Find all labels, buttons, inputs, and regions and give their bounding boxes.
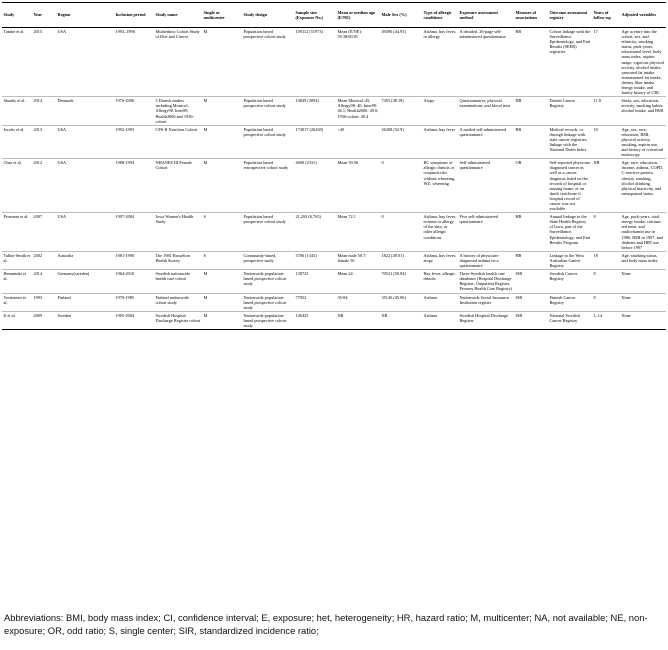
table-cell: 35-84 [336, 293, 380, 311]
table-cell: Age at entry into the cohort, sex, and ethnicity, smoking status, pack-years, educational level, body mass index, aspirin usage, vigorous physical activity, alcohol intake, saturated fat intake, nonsaturated fat intake, dietary fiber intake, energy intake, and family history of CRC [620, 28, 666, 97]
table-cell: M [202, 159, 242, 213]
table-cell: 7455 (48.18) [380, 97, 422, 125]
table-cell: S [202, 213, 242, 252]
table-cell: M [202, 97, 242, 125]
table-cell: Danish Cancer Registry [548, 97, 592, 125]
table-cell: HR [514, 97, 548, 125]
table-cell: NR [336, 311, 380, 329]
table-cell: 4600 (2331) [294, 159, 336, 213]
table-cell: Sweden [56, 311, 114, 329]
table-cell: 1992-1993 [114, 125, 154, 159]
column-header: Type of allergic conditions [422, 3, 458, 28]
table-cell: M [202, 293, 242, 311]
table-cell: SIR [514, 270, 548, 293]
column-header: Sample size (Exposure No.) [294, 3, 336, 28]
table-cell: 2007 [32, 213, 56, 252]
column-header: Study name [154, 3, 202, 28]
table-cell: 174917 (26238) [294, 125, 336, 159]
table-cell: HR [514, 213, 548, 252]
column-header: Adjusted variables [620, 3, 666, 28]
table-cell: Swedish Cancer Registry [548, 270, 592, 293]
table-row [2, 213, 666, 252]
table-cell: Asthma, hay fever [422, 125, 458, 159]
table-cell: Finland [56, 293, 114, 311]
study-characteristics-table [2, 2, 666, 330]
table-cell: Age, pack-years, total energy intake, calcium, red meat, and multivitamin use in 1986, BMI in 1997, and diabetes and HRT use before 1997 [620, 213, 666, 252]
table-cell: Nationwide population-based prospective cohort study [242, 270, 294, 293]
table-cell: 2014 [32, 97, 56, 125]
table-cell: Community-based, prospective study [242, 251, 294, 269]
table-cell: 1993–1996 [114, 28, 154, 97]
column-header: Study design [242, 3, 294, 28]
table-cell: M [202, 125, 242, 159]
table-cell: Mean 72.1 [336, 213, 380, 252]
table-cell: Australia [56, 251, 114, 269]
table-cell: Swedish Hospital Discharge Register [458, 311, 514, 329]
column-header: Years of follow-up [592, 3, 620, 28]
table-cell: USA [56, 28, 114, 97]
table-cell: Ji et al. [2, 311, 32, 329]
table-cell: RC symptoms of allergic rhinitis or conjunctivitis without wheezing, WZ: wheezing [422, 159, 458, 213]
table-cell: None [620, 293, 666, 311]
table-cell: Self-reported physician diagnosed cancer as well as a cancer diagnosis listed on the records of hospital or nursing home, or on death certificate if hospital record of cancer was not available [548, 159, 592, 213]
table-header-row [2, 3, 666, 28]
table-cell: SIR [514, 293, 548, 311]
table-cell: USA [56, 125, 114, 159]
table-cell: 1976-2006 [114, 97, 154, 125]
table-cell: Multiethnic Cohort Study of Diet and Cancer [154, 28, 202, 97]
table-row [2, 97, 666, 125]
table-cell: >40 [336, 125, 380, 159]
table-cell: Three Swedish health care databases (Hospital Discharge Register, Outpatient Register, Primary Health Care Registry) [459, 271, 513, 292]
table-cell: None [620, 270, 666, 293]
table-cell: Age, smoking status, and body mass index [620, 251, 666, 269]
table-cell: Population based prospective cohort study [242, 97, 294, 125]
table-cell: 49496 (44.95) [380, 28, 422, 97]
table-cell: Population based prospective cohort study [242, 125, 294, 159]
table-cell: 26208 (52.9) [380, 125, 422, 159]
table-cell: 2013 [32, 125, 56, 159]
study-characteristics-table-container [2, 2, 666, 330]
table-cell: M [202, 28, 242, 97]
table-cell: RR [514, 125, 548, 159]
column-header: Year [32, 3, 56, 28]
table-cell: Mean male 50.7; female 50 [336, 251, 380, 269]
table-cell: Tambe et al. [2, 28, 32, 97]
table-cell: 1822 (49.01) [380, 251, 422, 269]
table-cell: 1964-2010 [114, 270, 154, 293]
table-cell: 1981-1990 [114, 251, 154, 269]
table-cell: Population based retrospective cohort study [242, 159, 294, 213]
table-cell: NHANES III Female Cohort [154, 159, 202, 213]
table-cell: A detailed, 26-page self-administered questionnaire [458, 28, 514, 97]
table-cell: USA [56, 213, 114, 252]
column-header: Study [2, 3, 32, 28]
table-cell: 8 [592, 213, 620, 252]
table-cell: Mean Monica1:45; Allergy98: 40; Inter99: 46.1; Health2006: 49.0; 1936-cohort: 40.4 [336, 97, 380, 125]
table-cell: The 1981 Busselton Health Survey [154, 251, 202, 269]
table-cell: 1997-2004 [114, 213, 154, 252]
table-cell: Annual linkage to the State Health Registry of Iowa, part of the Surveillance, Epidemiology, and End Results Program [548, 213, 592, 252]
table-cell: CPS-II Nutrition Cohort [154, 125, 202, 159]
table-row [2, 270, 666, 293]
table-cell: 10 [592, 125, 620, 159]
table-cell: Jacobs et al. [2, 125, 32, 159]
table-cell: Chae et al. [2, 159, 32, 213]
table-cell: Asthma, hay fever, atopy [422, 251, 458, 269]
column-header: Single or multicenter [202, 3, 242, 28]
table-cell: 18 [592, 251, 620, 269]
table-cell: NR [380, 311, 422, 329]
table-cell: A mailed self-administered questionnaire [458, 125, 514, 159]
table-cell: Swedish nationwide health care cohort [154, 270, 202, 293]
table-cell: Population based prospective cohort study [242, 28, 294, 97]
table-cell: RR [514, 28, 548, 97]
table-cell: 77952 [294, 293, 336, 311]
table-cell: None [620, 311, 666, 329]
column-header: Measure of associations [514, 3, 548, 28]
table-cell: M [202, 311, 242, 329]
table-body [2, 28, 666, 330]
table-cell: Nationwide population-based prospective cohort study [242, 293, 294, 311]
table-cell: Finland nationwide cohort study [154, 293, 202, 311]
table-cell: OR [514, 159, 548, 213]
column-header: Outcome assessment registry [548, 3, 592, 28]
column-header: Mean or median age (E/NE) [336, 3, 380, 28]
table-cell: 11.8 [592, 97, 620, 125]
column-header: Exposure assessment method [458, 3, 514, 28]
table-cell: Five self-administered questionnaire [458, 213, 514, 252]
table-cell: 17 [592, 28, 620, 97]
table-cell: Study, sex, education, activity, smoking habits, alcohol intake, and BMI [620, 97, 666, 125]
table-cell: Prizment et al. [2, 213, 32, 252]
table-cell: Cohort linkage with the Surveillance, Epidemiology, and End Results (SEER) registries [548, 28, 592, 97]
table-cell: Mean 24 [336, 270, 380, 293]
table-cell: NR [592, 159, 620, 213]
table-cell: 1988-1994 [114, 159, 154, 213]
table-cell: 5 Danish studies including Monica1, Allergy98, Inter99, Health2006 and 1936-cohort [154, 97, 202, 125]
table-cell: 1993 [32, 293, 56, 311]
table-cell: 2012 [32, 159, 56, 213]
table-cell: Vesterinen et al. [2, 293, 32, 311]
column-header: Region [56, 3, 114, 28]
table-cell: 70521 (50.84) [380, 270, 422, 293]
table-cell: M [202, 270, 242, 293]
table-cell: USA [56, 159, 114, 213]
table-cell: 2009 [32, 311, 56, 329]
table-cell: Nationwide population-based prospective cohort study [242, 311, 294, 329]
table-cell: 1965-2004 [114, 311, 154, 329]
table-cell: 1970-1985 [114, 293, 154, 311]
table-row [2, 159, 666, 213]
table-cell: 1–14 [592, 311, 620, 329]
abbreviations-footnote: Abbreviations: BMI, body mass index; CI, confidence interval; E, exposure; het, heterogeneity; HR, hazard ratio; M, multicenter; NA, not available; NE, non-exposure; OR, odd ratio; S, single center; SIR, standardized incidence ratio; [4, 612, 648, 636]
column-header: Inclusion period [114, 3, 154, 28]
table-row [2, 251, 666, 269]
table-cell: Population based prospective cohort study [242, 213, 294, 252]
table-cell: Atopy [422, 97, 458, 125]
column-header: Male Sex (%) [380, 3, 422, 28]
table-cell: 35126 (45.06) [380, 293, 422, 311]
table-cell: S [202, 251, 242, 269]
table-cell: 2014 [32, 270, 56, 293]
table-cell: 21,292 (6,765) [294, 213, 336, 252]
table-cell: Swedish Hospital Discharge Register cohort [154, 311, 202, 329]
table-cell: 8 [592, 293, 620, 311]
table-cell: Asthma [422, 293, 458, 311]
table-cell: Iowa Women's Health Study [154, 213, 202, 252]
table-cell: Talbot-Smith et al. [2, 251, 32, 269]
table-row [2, 28, 666, 97]
table-cell: Asthma [422, 311, 458, 329]
table-cell: Linkage to the West Australian Cancer Registry [548, 251, 592, 269]
table-row [2, 125, 666, 159]
table-cell: Skaaby et al. [2, 97, 32, 125]
table-cell: 2015 [32, 28, 56, 97]
table-cell: Medical records, or through linkage with state cancer registries, linkage with the National Death Index [548, 125, 592, 159]
table-row [2, 311, 666, 329]
table-cell: 109112 (51973) [294, 28, 336, 97]
table-cell: 8 [592, 270, 620, 293]
table-row [2, 293, 666, 311]
table-cell: Mean 59.56 [336, 159, 380, 213]
table-cell: 140425 [294, 311, 336, 329]
table-cell: Hemminki et al. [2, 270, 32, 293]
table-cell: 138723 [294, 270, 336, 293]
table-cell: Hay fever, allergic rhinitis [422, 270, 458, 293]
table-cell: A history of physician-diagnosed asthma on a questionnaire [458, 251, 514, 269]
table-cell: 3706 (1343) [294, 251, 336, 269]
table-cell: Age, sex, race, education, BMI, physical activity, smoking, aspirin use, and history of colorectal endoscopy [620, 125, 666, 159]
table-cell: 2002 [32, 251, 56, 269]
table-cell: Germany(sweden) [56, 270, 114, 293]
table-cell: Nationwide Social Insurance Institution register [458, 293, 514, 311]
table-cell: Questionnaires, physical examinations, and blood tests [458, 97, 514, 125]
table-cell: Asthma, hay fever, eczema or allergy of the skin, or other allergic conditions [422, 213, 458, 252]
table-cell: 14849 (3094) [294, 97, 336, 125]
table-cell: Asthma, hay fever, or allergy [422, 28, 458, 97]
table-cell: 0 [380, 213, 422, 252]
table-cell: Finnish Cancer Registry [548, 293, 592, 311]
table-cell: National Swedish Cancer Registry [548, 311, 592, 329]
table-cell: 0 [380, 159, 422, 213]
table-cell: Mean (E/NE): 59.38/60.81 [336, 28, 380, 97]
table-cell: Age, race, education, income, asthma, COPD, C-reactive protein, obesity, smoking, alcohol drinking, physical inactivity, and menopausal status. [620, 159, 666, 213]
table-cell: Denmark [56, 97, 114, 125]
table-cell: Self-administered questionnaire [458, 159, 514, 213]
table-cell: SIR [514, 311, 548, 329]
table-cell: HR [514, 251, 548, 269]
